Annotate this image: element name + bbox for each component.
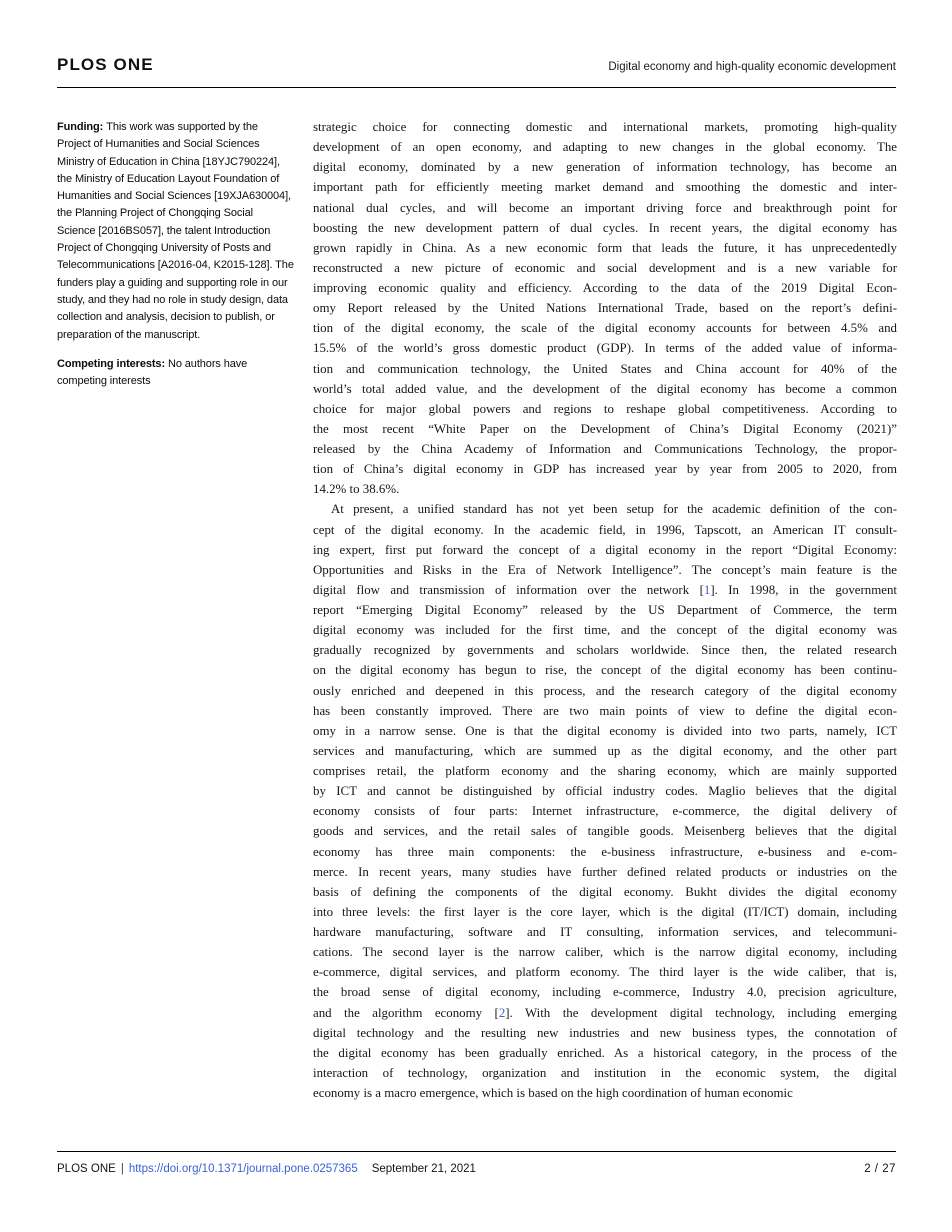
body-text-line: economy has three main components: the e-business infrastructure, e-business and e-com- [313,844,897,859]
sidebar-section-text: No authors have competing interests [57,357,248,388]
body-text-line: the most recent “White Paper on the Development of China’s Digital Economy (2021)” [313,421,897,436]
body-text-line: e-commerce, digital services, and platform economy. The third layer is the wide caliber, that is, [313,965,897,980]
body-text-line: on the digital economy has begun to rise, the concept of the digital economy has been continu- [313,663,897,678]
header-rule [57,87,896,88]
body-text-line: strategic choice for connecting domestic and international markets, promoting high-quality [313,120,897,134]
journal-logo: PLOS ONE [57,55,154,74]
footer-journal: PLOS ONE [57,1163,116,1175]
body-text-line: 15.5% of the world’s gross domestic product (GDP). In terms of the added value of informa- [313,341,897,356]
sidebar-section-label: Competing interests: [57,357,168,370]
body-text-line: released by the China Academy of Information and Communications Technology, the propor- [313,442,897,456]
body-text-line: digital flow and transmission of information over the network [1]. In 1998, in the government [313,582,897,597]
body-text-line: digital economy was included for the first time, and the concept of the digital economy was [313,623,897,638]
body-text-line: tion of the digital economy, the scale of the digital economy accounts for between 4.5% and [313,321,897,336]
footer-citation [57,1163,476,1175]
body-text-line: economy consists of four parts: Internet infrastructure, e-commerce, the digital delivery of [313,804,897,819]
footer-rule [57,1151,896,1152]
sidebar-section-text: This work was supported by the Project of Humanities and Social Sciences Ministry of Education in China [18YJC790224], the Ministry of Education Layout Foundation of Humanities and Social Sciences [19XJA630004], the Planning Project of Chongqing Social Science [2016BS057], the talent Introduction Project of Chongqing University of Posts and Telecommunications [A2016-04, K2015-128]. The funders play a guiding and supporting role in our study, and they had no role in study design, data collection and analysis, decision to publish, or preparation of the manuscript. [57,121,294,341]
body-text-line: merce. In recent years, many studies have further defined related products or industries on the [313,864,897,879]
body-text-line: omy Report released by the United Nations International Trade, based on the report’s defini- [313,301,897,316]
body-text-line: important path for efficiently meeting market demand and smoothing the domestic and inter- [313,180,897,195]
citation-ref-1[interactable]: 1 [703,582,711,597]
footer-separator: | [120,1163,124,1175]
body-text-line: grown rapidly in China. As a new economic form that leads the future, it has unprecedentedly [313,240,897,255]
doi-link[interactable]: https://doi.org/10.1371/journal.pone.0257365 [128,1163,358,1175]
body-text-line: reconstructed a new picture of economic and social development and is a new variable for [313,260,897,275]
body-text-line: national dual cycles, and will become an important driving force and breakthrough point for [313,200,897,215]
body-text-line: ously enriched and deepened in this process, and the research category of the digital economy [313,683,897,698]
body-text-line: omy in a narrow sense. One is that the digital economy is divided into two parts, namely, ICT [313,723,897,738]
body-text-line: cept of the digital economy. In the academic field, in 1996, Tapscott, an American IT consult- [313,522,897,537]
body-text-line: boosting the new development pattern of dual cycles. In recent years, the digital economy has [313,220,897,235]
body-text-line: cations. The second layer is the narrow caliber, which is the narrow digital economy, including [313,945,897,960]
footer-date: September 21, 2021 [371,1163,476,1175]
sidebar-section [57,356,294,391]
body-text-line: report “Emerging Digital Economy” released by the US Department of Commerce, the term [313,603,897,617]
body-text-line: digital economy, dominated by a new generation of information technology, has become an [313,160,897,175]
body-text-line: 14.2% to 38.6%. [313,482,400,497]
body-text-line: At present, a unified standard has not yet been setup for the academic definition of the con- [331,502,897,517]
body-text-line: gradually recognized by governments and scholars worldwide. Since then, the related research [313,643,897,658]
body-text-line: tion of China’s digital economy in GDP has increased year by year from 2005 to 2020, from [313,462,897,477]
body-text-line: economy is a macro emergence, which is based on the high coordination of human economic [313,1086,793,1100]
body-text-line: the broad sense of digital economy, including e-commerce, Industry 4.0, precision agriculture, [313,985,897,1000]
body-text-line: into three levels: the first layer is the core layer, which is the digital (IT/ICT) domain, including [313,904,897,919]
article-body [313,117,897,1103]
body-text-line: hardware manufacturing, software and IT consulting, information services, and telecommuni- [313,925,897,939]
body-text-line: development of an open economy, and adapting to new changes in the global economy. The [313,140,897,155]
body-text-line: choice for major global powers and regions to reshape global competitiveness. According to [313,401,897,416]
body-text-line: basis of defining the components of the digital economy. Bukht divides the digital economy [313,884,897,899]
sidebar-section [57,119,294,344]
body-text-line: interaction of technology, organization and institution in the economic system, the digital [313,1065,897,1080]
sidebar [57,119,294,402]
body-text-line: improving economic quality and efficiency. According to the data of the 2019 Digital Econ- [313,281,897,295]
sidebar-section-label: Funding: [57,121,107,133]
body-text-line: world’s total added value, and the development of the digital economy has become a common [313,381,897,396]
body-text-line: ing expert, first put forward the concept of a digital economy in the report “Digital Economy: [313,542,897,557]
body-text-line: comprises retail, the platform economy and the sharing economy, which are mainly supported [313,764,897,778]
body-text-line: digital technology and the resulting new industries and new business types, the connotation of [313,1025,897,1040]
body-text-line: goods and services, and the retail sales of tangible goods. Meisenberg believes that the digital [313,824,897,839]
body-text-line: and the algorithm economy [2]. With the development digital technology, including emerging [313,1005,897,1020]
body-text-line: the digital economy has been gradually enriched. As a historical category, in the process of the [313,1045,897,1060]
page-number: 2 / 27 [864,1163,896,1175]
body-text-line: tion and communication technology, the United States and China account for 40% of the [313,361,897,376]
body-text-line: by ICT and cannot be distinguished by official industry codes. Maglio believes that the digital [313,784,897,799]
body-text-line: has been constantly improved. There are two main points of view to define the digital econ- [313,703,897,718]
citation-ref-2[interactable]: 2 [498,1005,506,1020]
running-title: Digital economy and high-quality economic development [608,61,896,73]
body-text-line: services and manufacturing, which are summed up as the digital economy, and the other part [313,743,897,758]
page-footer [57,1163,896,1175]
body-text-line: Opportunities and Risks in the Era of Network Intelligence”. The concept’s main feature is the [313,562,897,577]
